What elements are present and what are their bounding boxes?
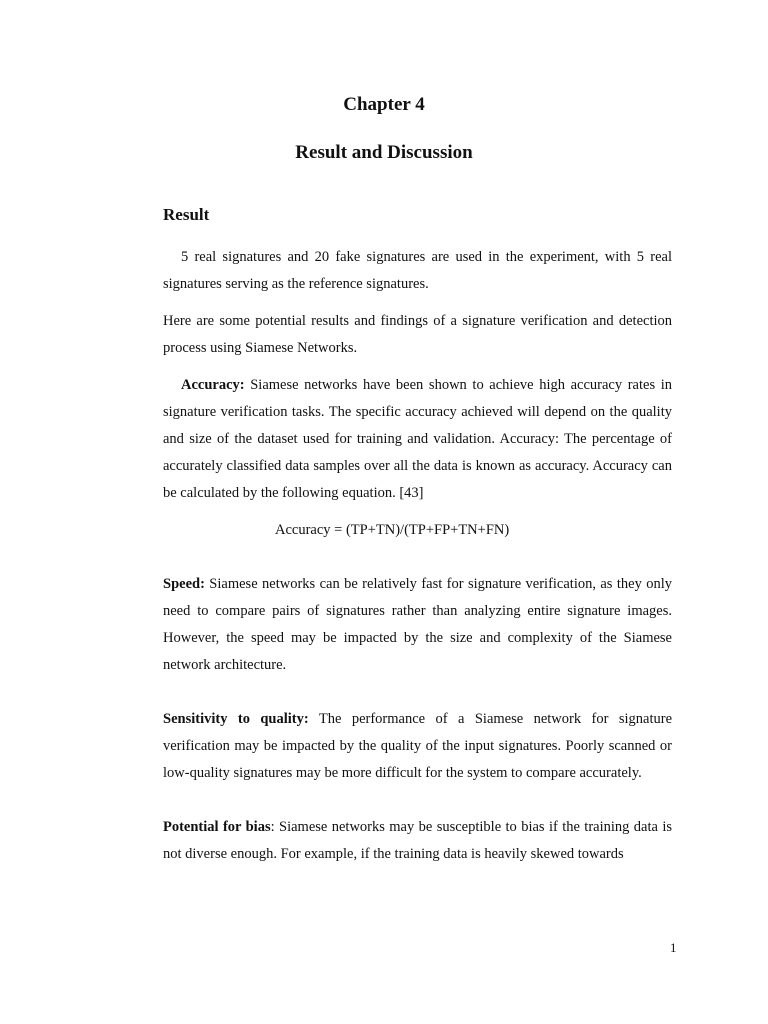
- text-accuracy: Siamese networks have been shown to achieve high accuracy rates in signature verification tasks. The specific accuracy achieved will depend on the quality and size of the dataset used for training and validation. Accuracy: The percentage of accurately classified data samples over all the data is known as accuracy. Accuracy can be calculated by the following equation. [43]: [163, 377, 672, 501]
- term-speed: Speed:: [163, 576, 205, 592]
- section-heading-result: Result: [163, 205, 210, 224]
- term-sensitivity: Sensitivity to quality:: [163, 711, 309, 727]
- chapter-label: Chapter 4: [343, 94, 425, 115]
- paragraph-intro: Here are some potential results and findings of a signature verification and detection process using Siamese Networks.: [163, 313, 672, 356]
- chapter-title: Result and Discussion: [295, 142, 473, 163]
- text-speed: Siamese networks can be relatively fast for signature verification, as they only need to compare pairs of signatures rather than analyzing entire signature images. However, the speed may be impacted by the size and complexity of the Siamese network architecture.: [163, 576, 672, 673]
- paragraph-experiment: 5 real signatures and 20 fake signatures are used in the experiment, with 5 real signatures serving as the reference signatures.: [163, 249, 672, 292]
- body-text: [163, 244, 672, 868]
- paragraph-speed: [163, 571, 672, 679]
- paragraph-bias: [163, 814, 672, 868]
- page-number: 1: [670, 940, 677, 955]
- paragraph-accuracy: [163, 372, 672, 507]
- term-bias: Potential for bias: [163, 819, 271, 835]
- paragraph-sensitivity: [163, 706, 672, 787]
- accuracy-equation: Accuracy = (TP+TN)/(TP+FP+TN+FN): [275, 522, 510, 538]
- term-accuracy: Accuracy:: [181, 377, 245, 393]
- text-bias: : Siamese networks may be susceptible to bias if the training data is not diverse enough. For example, if the training data is heavily skewed towards: [163, 819, 672, 862]
- text-sensitivity: The performance of a Siamese network for signature verification may be impacted by the quality of the input signatures. Poorly scanned or low-quality signatures may be more difficult for the system to compare accurately.: [163, 711, 673, 781]
